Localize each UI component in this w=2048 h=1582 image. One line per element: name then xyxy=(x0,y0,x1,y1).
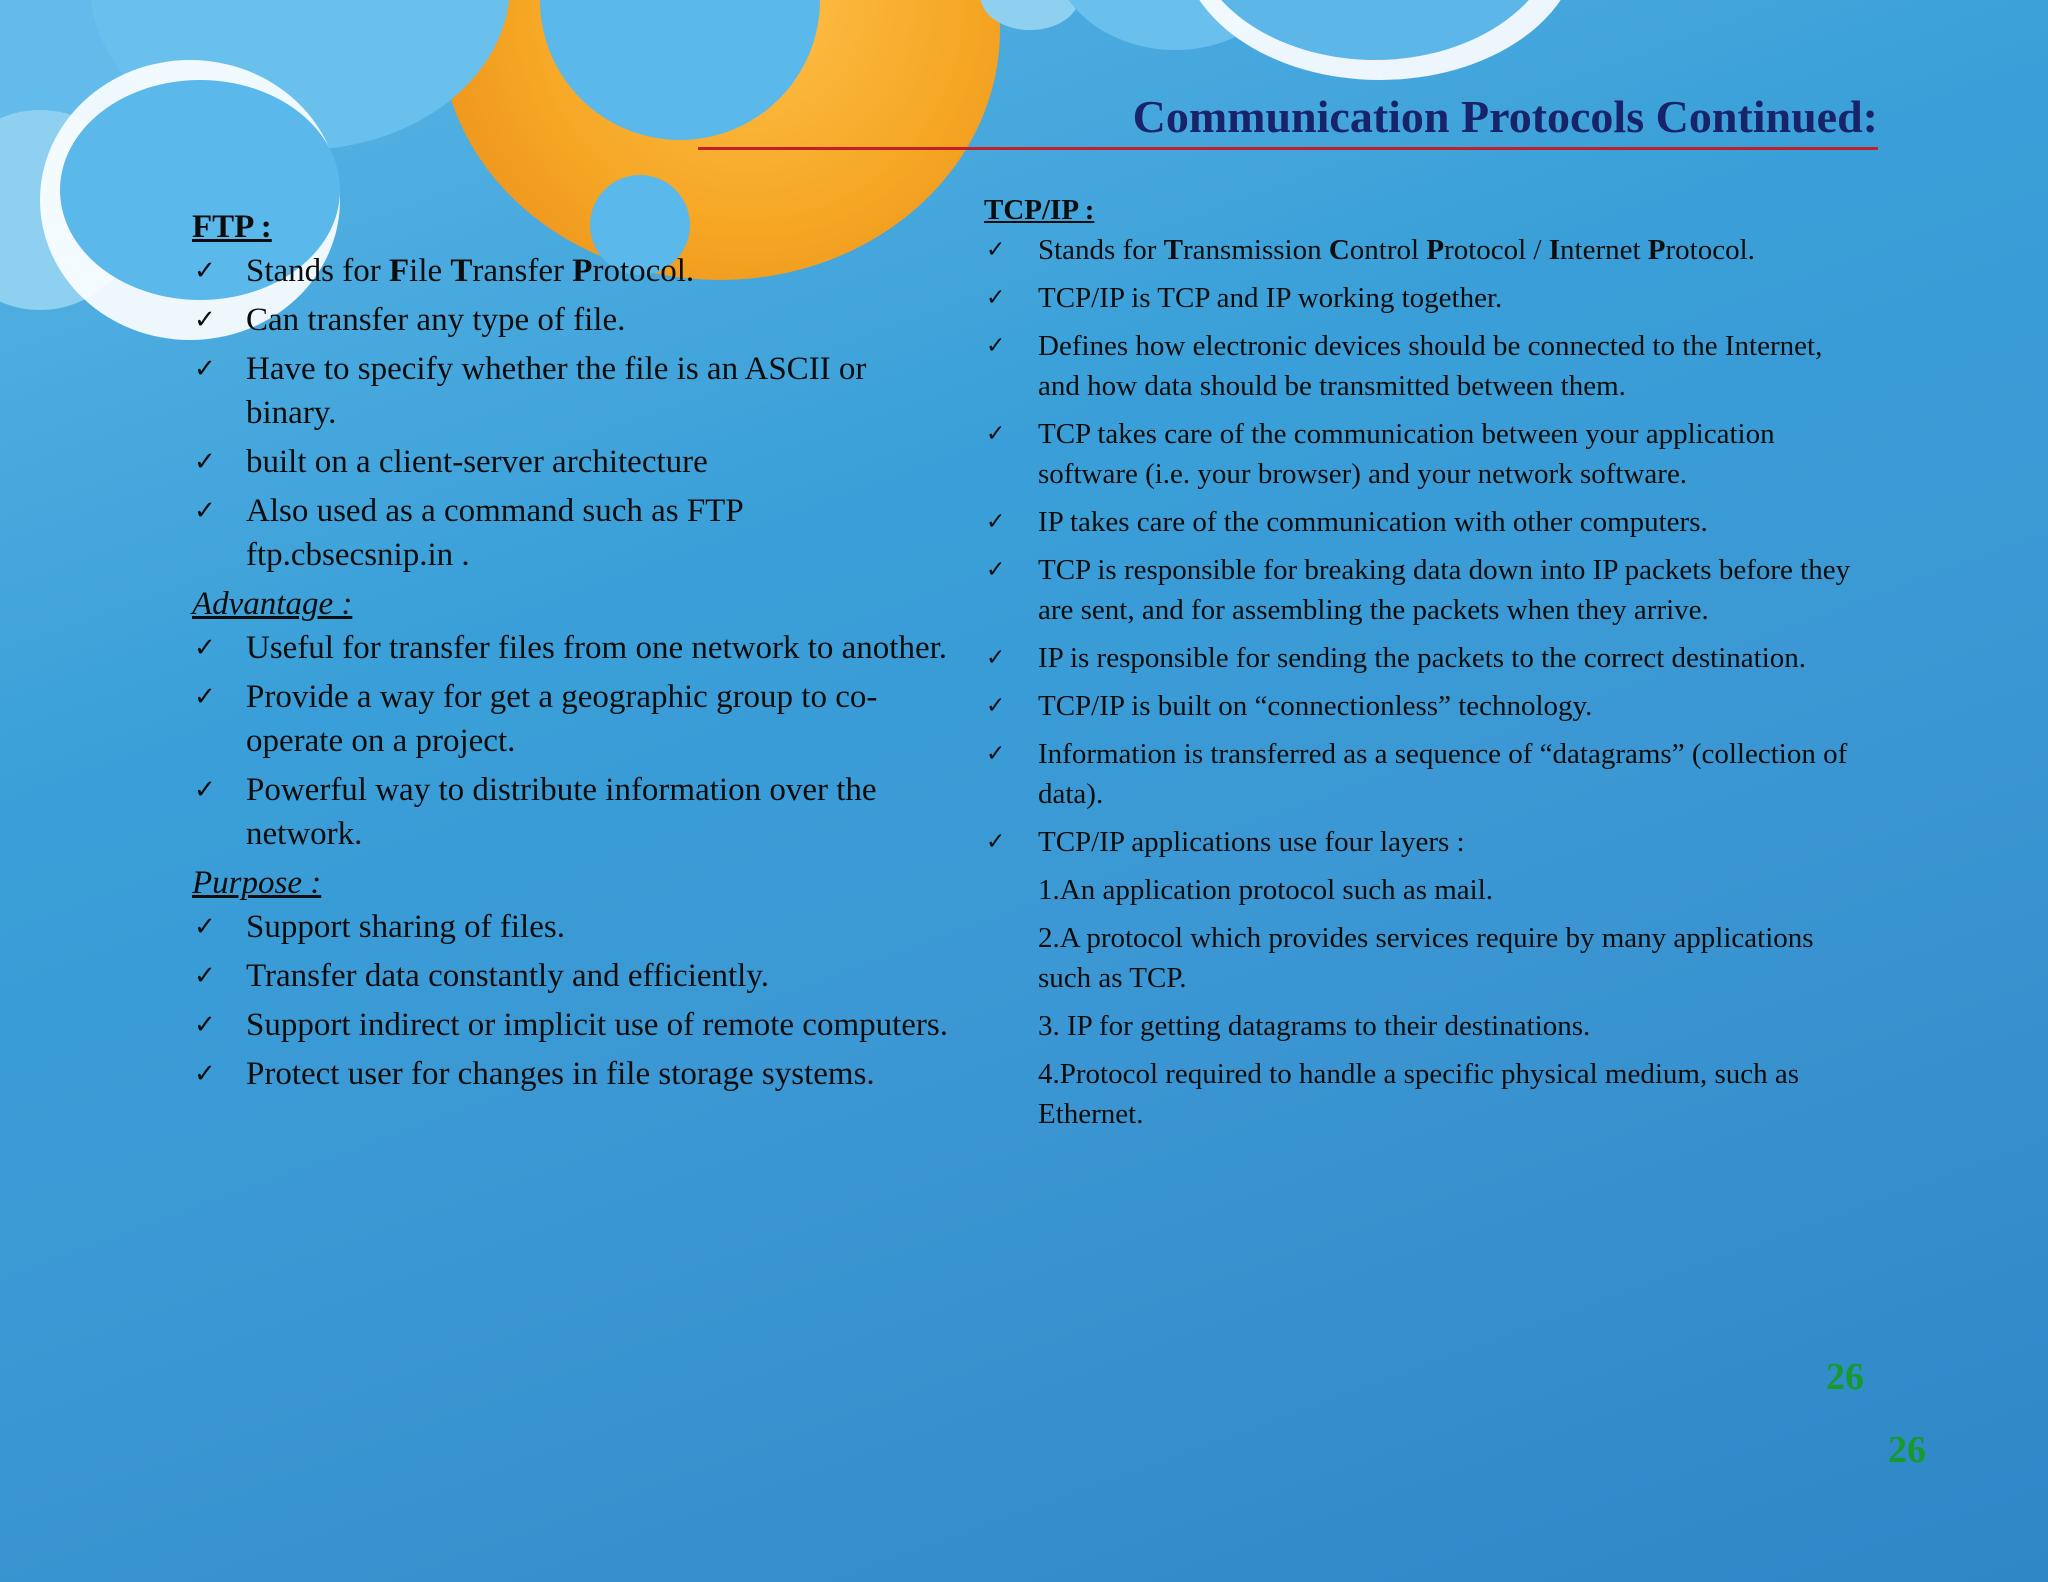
list-item xyxy=(984,550,1854,630)
acronym-letter: T xyxy=(450,253,473,289)
list-item-text: ontrol xyxy=(1349,234,1427,266)
list-item-text: Stands for xyxy=(246,253,389,289)
checkmark-icon: ✓ xyxy=(986,741,1006,767)
checkmark-icon: ✓ xyxy=(194,961,216,991)
list-item xyxy=(984,686,1854,726)
acronym-letter: P xyxy=(1647,234,1666,266)
list-item-text: TCP takes care of the communication between your application software (i.e. your browser) and your network software. xyxy=(1038,418,1775,490)
layer-item: 4.Protocol required to handle a specific physical medium, such as Ethernet. xyxy=(1038,1058,1800,1130)
list-item-text: rotocol. xyxy=(1665,234,1755,266)
list-item-text: nternet xyxy=(1560,234,1648,266)
list-item xyxy=(192,905,952,949)
list-item-text: TCP is responsible for breaking data down into IP packets before they are sent, and for assembling the packets when they arrive. xyxy=(1038,554,1851,626)
checkmark-icon: ✓ xyxy=(194,354,216,384)
checkmark-icon: ✓ xyxy=(194,1010,216,1040)
checkmark-icon: ✓ xyxy=(986,645,1006,671)
list-item xyxy=(984,278,1854,318)
tcpip-heading: TCP/IP : xyxy=(984,194,1095,226)
list-item-text: TCP/IP applications use four layers : xyxy=(1038,826,1465,858)
list-item xyxy=(192,1052,952,1096)
page-number: 26 xyxy=(1888,1429,1926,1471)
checkmark-icon: ✓ xyxy=(194,496,216,526)
list-item-text: Transfer data constantly and efficiently. xyxy=(246,958,769,994)
list-item xyxy=(192,489,952,577)
tcpip-list xyxy=(984,230,1854,862)
list-item xyxy=(984,822,1854,862)
acronym-letter: P xyxy=(1426,234,1445,266)
list-item-text: IP is responsible for sending the packets to the correct destination. xyxy=(1038,642,1807,674)
list-item-text: IP takes care of the communication with other computers. xyxy=(1038,506,1708,538)
checkmark-icon: ✓ xyxy=(986,421,1006,447)
tcpip-column xyxy=(984,190,1854,1142)
list-item xyxy=(192,675,952,763)
list-item xyxy=(192,298,952,342)
layer-item: 2.A protocol which provides services require by many applications such as TCP. xyxy=(1038,922,1814,994)
list-item-text: Stands for xyxy=(1038,234,1164,266)
list-item-text: Information is transferred as a sequence of “datagrams” (collection of data). xyxy=(1038,738,1848,810)
list-item-text: Useful for transfer files from one network to another. xyxy=(246,630,948,666)
list-item-text: TCP/IP is built on “connectionless” technology. xyxy=(1038,690,1593,722)
list-item xyxy=(984,502,1854,542)
list-item-text: rotocol / xyxy=(1444,234,1549,266)
list-item-text: ile xyxy=(409,253,451,289)
list-item xyxy=(192,954,952,998)
list-item-text: Protect user for changes in file storage systems. xyxy=(246,1056,875,1092)
checkmark-icon: ✓ xyxy=(986,333,1006,359)
checkmark-icon: ✓ xyxy=(194,305,216,335)
list-item xyxy=(192,626,952,670)
checkmark-icon: ✓ xyxy=(194,633,216,663)
ftp-column xyxy=(192,205,952,1101)
list-item-text: Defines how electronic devices should be connected to the Internet, and how data should be transmitted between them. xyxy=(1038,330,1823,402)
list-item-text: Have to specify whether the file is an ASCII or binary. xyxy=(246,351,867,431)
checkmark-icon: ✓ xyxy=(986,557,1006,583)
list-item xyxy=(984,326,1854,406)
list-item xyxy=(984,414,1854,494)
list-item-text: Provide a way for get a geographic group to co-operate on a project. xyxy=(246,679,878,759)
list-item-text: Support sharing of files. xyxy=(246,909,565,945)
list-item xyxy=(192,440,952,484)
list-item-text: ransfer xyxy=(472,253,573,289)
checkmark-icon: ✓ xyxy=(986,509,1006,535)
list-item-text: TCP/IP is TCP and IP working together. xyxy=(1038,282,1503,314)
title-underline xyxy=(698,147,1878,150)
checkmark-icon: ✓ xyxy=(986,237,1006,263)
checkmark-icon: ✓ xyxy=(194,912,216,942)
checkmark-icon: ✓ xyxy=(194,256,216,286)
list-item-text: ransmission xyxy=(1183,234,1329,266)
list-item-text: Also used as a command such as FTP ftp.cbsecsnip.in . xyxy=(246,493,743,573)
advantage-list xyxy=(192,626,952,856)
advantage-heading: Advantage : xyxy=(192,586,353,622)
checkmark-icon: ✓ xyxy=(986,285,1006,311)
list-item xyxy=(192,768,952,856)
list-item xyxy=(984,230,1854,270)
list-item xyxy=(192,1003,952,1047)
checkmark-icon: ✓ xyxy=(194,682,216,712)
list-item-text: Can transfer any type of file. xyxy=(246,302,626,338)
checkmark-icon: ✓ xyxy=(194,1059,216,1089)
checkmark-icon: ✓ xyxy=(986,829,1006,855)
list-item xyxy=(984,638,1854,678)
layer-item: 1.An application protocol such as mail. xyxy=(1038,874,1494,906)
acronym-letter: P xyxy=(572,253,593,289)
checkmark-icon: ✓ xyxy=(194,447,216,477)
list-item xyxy=(192,249,952,293)
page-title: Communication Protocols Continued: xyxy=(1132,91,1878,142)
acronym-letter: F xyxy=(389,253,410,289)
list-item xyxy=(984,734,1854,814)
list-item-text: built on a client-server architecture xyxy=(246,444,708,480)
ftp-list xyxy=(192,249,952,577)
acronym-letter: T xyxy=(1163,234,1184,266)
list-item-text: rotocol. xyxy=(592,253,695,289)
acronym-letter: C xyxy=(1328,234,1350,266)
checkmark-icon: ✓ xyxy=(986,693,1006,719)
list-item-text: Powerful way to distribute information over the network. xyxy=(246,772,877,852)
layer-item: 3. IP for getting datagrams to their destinations. xyxy=(1038,1010,1591,1042)
acronym-letter: I xyxy=(1548,234,1561,266)
tcpip-layer-list xyxy=(984,870,1854,1134)
checkmark-icon: ✓ xyxy=(194,775,216,805)
page-number: 26 xyxy=(1826,1356,1864,1398)
purpose-heading: Purpose : xyxy=(192,865,322,901)
purpose-list xyxy=(192,905,952,1096)
ftp-heading: FTP : xyxy=(192,209,272,245)
list-item xyxy=(192,347,952,435)
list-item-text: Support indirect or implicit use of remote computers. xyxy=(246,1007,949,1043)
